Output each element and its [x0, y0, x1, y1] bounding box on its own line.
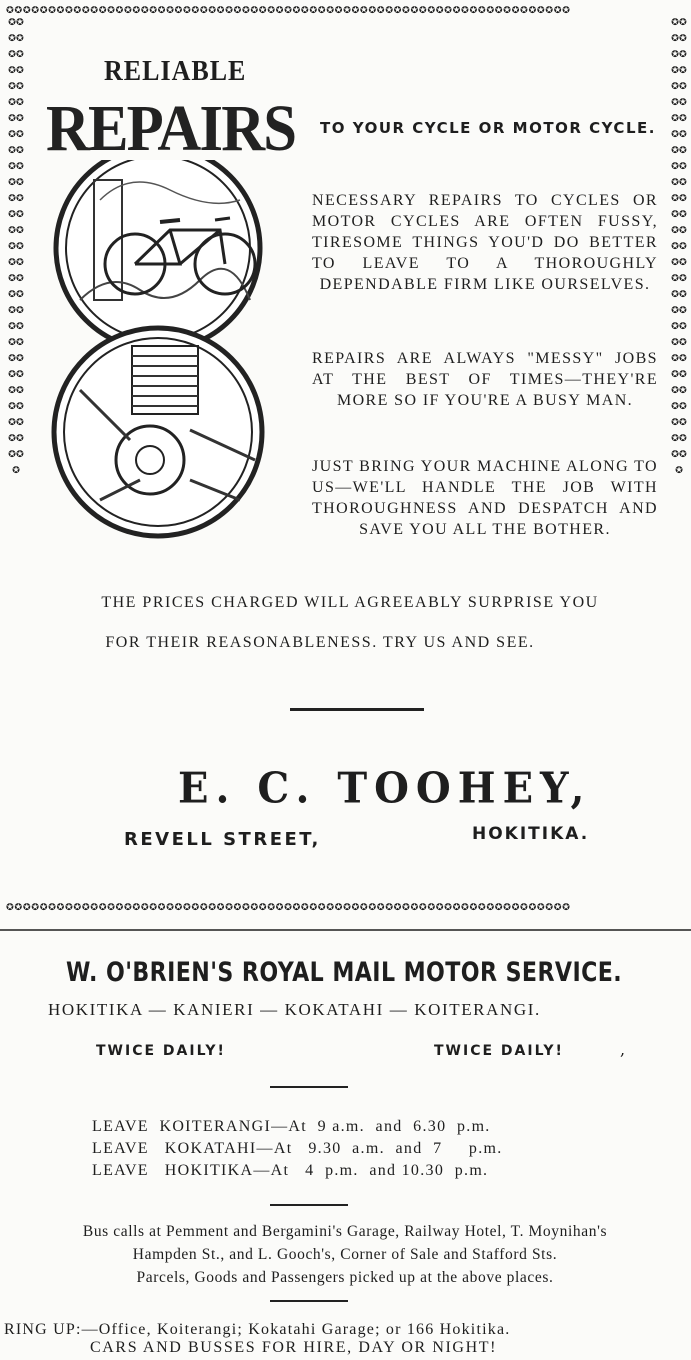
- ring-up-line: RING UP:—Office, Koiterangi; Kokatahi Garage; or 166 Hokitika.: [4, 1321, 511, 1338]
- headline-repairs: REPAIRS: [46, 92, 296, 165]
- bus-service-title: W. O'BRIEN'S ROYAL MAIL MOTOR SERVICE.: [66, 957, 623, 988]
- prices-line-2: FOR THEIR REASONABLENESS. TRY US AND SEE.: [105, 634, 535, 651]
- ornamental-border-right: ✪✪✪✪✪✪✪✪✪✪✪✪✪✪✪✪✪✪✪✪✪✪✪✪✪✪✪✪✪✪✪✪✪✪✪✪✪✪✪✪✪✪✪✪✪✪✪✪✪✪✪✪✪✪✪✪✪: [671, 14, 687, 477]
- bus-route: HOKITIKA — KANIERI — KOKATAHI — KOITERANGI.: [48, 1000, 541, 1019]
- timetable-row: LEAVE KOITERANGI—At 9 a.m. and 6.30 p.m.: [92, 1118, 491, 1135]
- calls-line: Hampden St., and L. Gooch's, Corner of Sale and Stafford Sts.: [132, 1246, 558, 1263]
- paragraph-bring-machine: JUST BRING YOUR MACHINE ALONG TO US—WE'LL HANDLE THE JOB WITH THOROUGHNESS AND DESPATCH AND SAVE YOU ALL THE BOTHER.: [312, 458, 659, 538]
- separator-rule: [270, 1086, 348, 1088]
- timetable: [92, 1116, 503, 1182]
- proprietor-street: REVELL STREET,: [124, 829, 321, 850]
- column-divider: [0, 929, 691, 931]
- motor-engine-medallion: [54, 328, 262, 536]
- timetable-row: LEAVE KOKATAHI—At 9.30 a.m. and 7 p.m.: [92, 1140, 503, 1157]
- proprietor-name: E. C. TOOHEY,: [178, 763, 592, 814]
- stray-mark: ,: [620, 1040, 626, 1059]
- ornamental-border-left: ✪✪✪✪✪✪✪✪✪✪✪✪✪✪✪✪✪✪✪✪✪✪✪✪✪✪✪✪✪✪✪✪✪✪✪✪✪✪✪✪✪✪✪✪✪✪✪✪✪✪✪✪✪✪✪✪✪: [8, 14, 24, 477]
- separator-rule: [270, 1300, 348, 1302]
- bicycle-medallion: [56, 160, 260, 350]
- subheading: TO YOUR CYCLE OR MOTOR CYCLE.: [320, 119, 656, 137]
- calls-line: Bus calls at Pemment and Bergamini's Garage, Railway Hotel, T. Moynihan's: [82, 1223, 608, 1240]
- proprietor-town: HOKITIKA.: [472, 824, 590, 844]
- prices-line-1: THE PRICES CHARGED WILL AGREEABLY SURPRISE YOU: [101, 594, 599, 611]
- ornamental-border-bottom: ✪✪✪✪✪✪✪✪✪✪✪✪✪✪✪✪✪✪✪✪✪✪✪✪✪✪✪✪✪✪✪✪✪✪✪✪✪✪✪✪✪✪✪✪✪✪✪✪✪✪✪✪✪✪✪✪✪✪✪✪✪✪✪✪✪✪✪: [6, 899, 571, 914]
- calls-line: Parcels, Goods and Passengers picked up at the above places.: [136, 1269, 554, 1286]
- cycle-and-motor-illustration: [40, 160, 290, 540]
- bus-calls: [2, 1220, 688, 1289]
- ornamental-border-top: ✪✪✪✪✪✪✪✪✪✪✪✪✪✪✪✪✪✪✪✪✪✪✪✪✪✪✪✪✪✪✪✪✪✪✪✪✪✪✪✪✪✪✪✪✪✪✪✪✪✪✪✪✪✪✪✪✪✪✪✪✪✪✪✪✪✪✪: [6, 2, 571, 17]
- timetable-row: LEAVE HOKITIKA—At 4 p.m. and 10.30 p.m.: [92, 1162, 489, 1179]
- separator-rule: [290, 708, 424, 711]
- headline-reliable: RELIABLE: [104, 54, 247, 87]
- paragraph-messy-jobs: REPAIRS ARE ALWAYS "MESSY" JOBS AT THE BEST OF TIMES—THEY'RE MORE SO IF YOU'RE A BUSY MAN.: [312, 350, 658, 409]
- cars-for-hire-line: CARS AND BUSSES FOR HIRE, DAY OR NIGHT!: [90, 1339, 498, 1356]
- separator-rule: [270, 1204, 348, 1206]
- twice-daily-left: TWICE DAILY!: [96, 1043, 226, 1059]
- paragraph-fussy-repairs: NECESSARY REPAIRS TO CYCLES OR MOTOR CYCLES ARE OFTEN FUSSY, TIRESOME THINGS YOU'D DO BETTER TO LEAVE TO A THOROUGHLY DEPENDABLE FIRM LIKE OURSELVES.: [312, 192, 658, 293]
- twice-daily-right: TWICE DAILY!: [434, 1043, 564, 1059]
